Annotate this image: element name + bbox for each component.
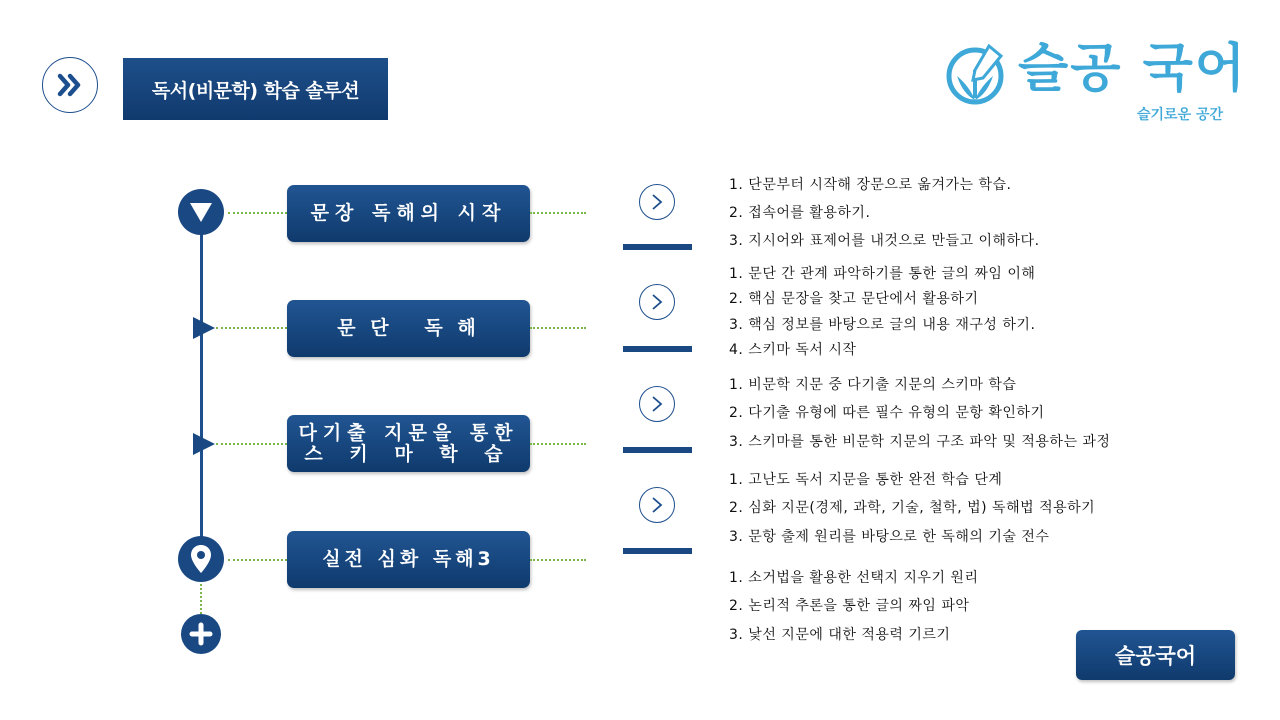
detail-1-chevron-button[interactable] — [639, 184, 675, 220]
logo-text: 슬공 국어 — [1018, 39, 1248, 99]
connector-line — [530, 212, 586, 214]
logo-subtext: 슬기로운 공간 — [1137, 107, 1224, 123]
detail-text: 3. 스키마를 통한 비문학 지문의 구조 파악 및 적용하는 과정 — [729, 434, 1111, 450]
step-3-label-line1: 다기출 지문을 통한 — [298, 421, 519, 444]
divider-bar — [623, 548, 692, 554]
detail-text: 1. 고난도 독서 지문을 통한 완전 학습 단계 — [729, 472, 1003, 488]
timeline-dotted-tail — [200, 584, 202, 618]
detail-text: 2. 접속어를 활용하기. — [729, 205, 871, 221]
connector-line — [530, 443, 586, 445]
connector-line — [216, 443, 287, 445]
connector-line — [530, 559, 586, 561]
detail-4-chevron-button[interactable] — [639, 487, 675, 523]
step-3-label-line2: 스 키 마 학 습 — [304, 442, 513, 465]
chevron-right-icon — [650, 293, 664, 311]
detail-text: 3. 문항 출제 원리를 바탕으로 한 독해의 기술 전수 — [729, 529, 1050, 545]
connector-line — [530, 327, 586, 329]
divider-bar — [623, 346, 692, 352]
connector-line — [228, 212, 287, 214]
step-1-marker — [178, 189, 224, 235]
plus-icon — [189, 622, 213, 646]
step-1-button[interactable]: 문장 독해의 시작 — [287, 185, 530, 242]
step-2-button[interactable] — [287, 300, 530, 357]
detail-text: 2. 핵심 문장을 찾고 문단에서 활용하기 — [729, 291, 979, 307]
chevron-right-icon — [650, 395, 664, 413]
play-arrow-icon — [193, 317, 215, 339]
logo-leaf-icon — [945, 42, 1009, 106]
detail-2-chevron-button[interactable] — [639, 284, 675, 320]
double-chevron-right-icon — [56, 73, 84, 97]
detail-text: 2. 다기출 유형에 따른 필수 유형의 문항 확인하기 — [729, 405, 1045, 421]
detail-text: 1. 소거법을 활용한 선택지 지우기 원리 — [729, 570, 979, 586]
down-arrow-icon — [188, 200, 214, 224]
chevron-right-icon — [650, 496, 664, 514]
detail-text: 2. 논리적 추론을 통한 글의 짜임 파악 — [729, 598, 970, 614]
step-4-button[interactable]: 실전 심화 독해3 — [287, 531, 530, 588]
next-chevron-button[interactable] — [42, 57, 98, 113]
divider-bar — [623, 447, 692, 453]
step-4-marker — [178, 536, 224, 582]
play-arrow-icon — [193, 433, 215, 455]
detail-text: 2. 심화 지문(경제, 과학, 기술, 철학, 법) 독해법 적용하기 — [729, 500, 1096, 516]
detail-text: 3. 낯선 지문에 대한 적용력 기르기 — [729, 627, 951, 643]
detail-text: 4. 스키마 독서 시작 — [729, 342, 857, 358]
timeline-line — [200, 212, 203, 560]
divider-bar — [623, 244, 692, 250]
step-2-label: 문 단 독 해 — [337, 317, 480, 339]
connector-line — [228, 559, 287, 561]
detail-3-chevron-button[interactable] — [639, 386, 675, 422]
location-pin-icon — [190, 544, 212, 574]
detail-text: 3. 지시어와 표제어를 내것으로 만들고 이해하다. — [729, 233, 1040, 249]
connector-line — [216, 327, 287, 329]
step-3-button[interactable] — [287, 415, 530, 472]
add-step-button[interactable] — [181, 614, 221, 654]
chevron-right-icon — [650, 193, 664, 211]
detail-text: 1. 문단 간 관계 파악하기를 통한 글의 짜임 이해 — [729, 266, 1036, 282]
detail-text: 1. 단문부터 시작해 장문으로 옮겨가는 학습. — [729, 177, 1012, 193]
detail-text: 1. 비문학 지문 중 다기출 지문의 스키마 학습 — [729, 377, 1017, 393]
brand-button[interactable]: 슬공국어 — [1076, 630, 1235, 680]
page-title: 독서(비문학) 학습 솔루션 — [123, 58, 388, 120]
detail-text: 3. 핵심 정보를 바탕으로 글의 내용 재구성 하기. — [729, 317, 1036, 333]
